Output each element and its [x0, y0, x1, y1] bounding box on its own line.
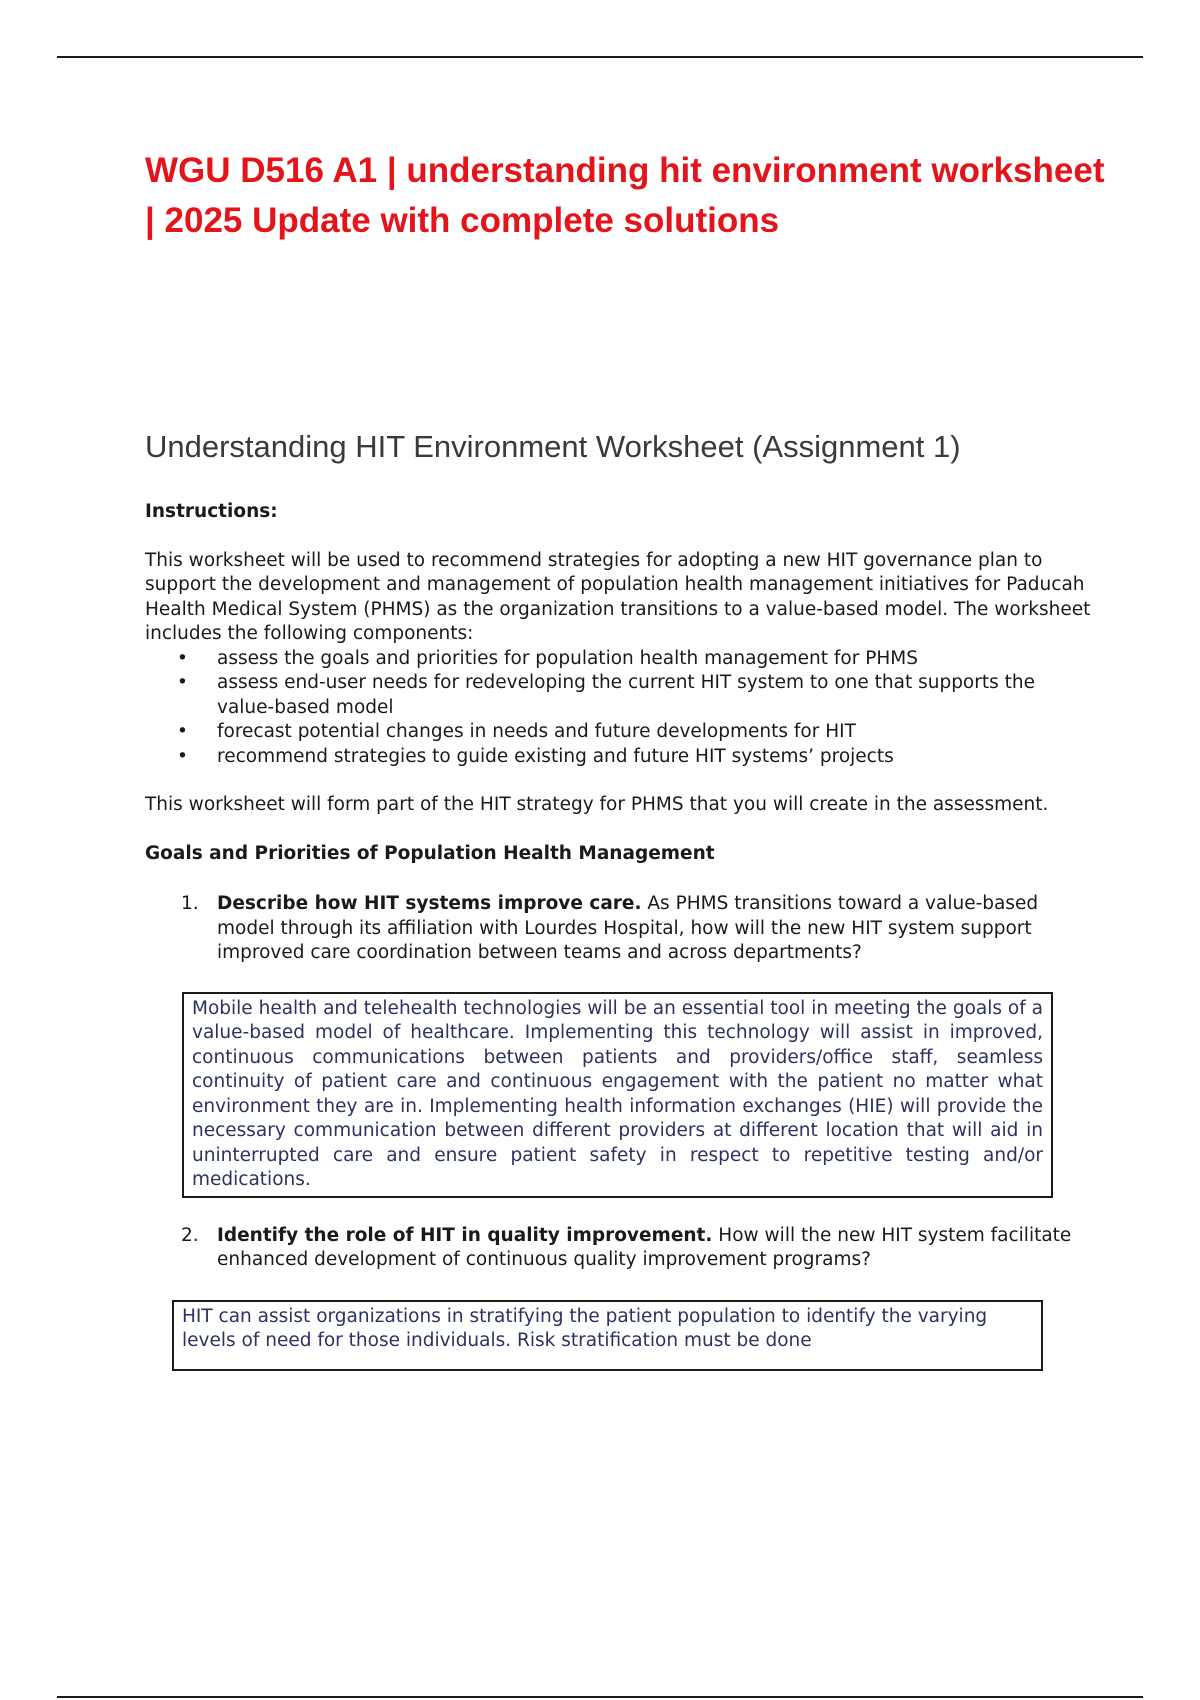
- list-item: • recommend strategies to guide existing and future HIT systems’ projects: [217, 745, 1095, 770]
- section-heading: Goals and Priorities of Population Health Management: [145, 842, 715, 864]
- worksheet-title: Understanding HIT Environment Worksheet (Assignment 1): [145, 429, 961, 464]
- document-title: WGU D516 A1 | understanding hit environment worksheet | 2025 Update with complete solutions: [145, 151, 1105, 240]
- list-item: • assess the goals and priorities for population health management for PHMS: [217, 647, 1095, 672]
- worksheet-content: [145, 500, 1095, 1371]
- answer-box-2[interactable]: HIT can assist organizations in stratifying the patient population to identify the varying levels of need for those individuals. Risk stratification must be done: [172, 1300, 1043, 1371]
- components-list: [145, 647, 1095, 770]
- question-prompt-bold: Identify the role of HIT in quality improvement.: [217, 1224, 713, 1246]
- instructions-label: Instructions:: [145, 501, 278, 522]
- closing-text: This worksheet will form part of the HIT strategy for PHMS that you will create in the assessment.: [145, 794, 1049, 815]
- top-rule: [57, 56, 1143, 58]
- question-number: 1.: [181, 893, 199, 914]
- question-number: 2.: [181, 1224, 199, 1246]
- instructions-body: This worksheet will be used to recommend strategies for adopting a new HIT governance plan to support the development and management of population health management initiatives for Paducah Health Medical System (PHMS) as the organization transitions to a value-based model. The worksheet includes the following components:: [145, 549, 1091, 644]
- question-prompt-bold: Describe how HIT systems improve care.: [217, 893, 642, 914]
- question-1: [145, 892, 1095, 966]
- list-item: • assess end-user needs for redeveloping the current HIT system to one that supports the value-based model: [217, 671, 1095, 720]
- bottom-rule: [57, 1696, 1143, 1698]
- list-item: • forecast potential changes in needs and future developments for HIT: [217, 720, 1095, 745]
- question-2: [145, 1224, 1095, 1273]
- answer-box-1[interactable]: Mobile health and telehealth technologies will be an essential tool in meeting the goals of a value-based model of healthcare. Implementing this technology will assist in improved, continuous communications between patients and providers/office staff, seamless continuity of patient care and continuous engagement with the patient no matter what environment they are in. Implementing health information exchanges (HIE) will provide the necessary communication between different providers at different location that will aid in uninterrupted care and ensure patient safety in respect to repetitive testing and/or medications.: [182, 992, 1053, 1198]
- question-prompt-text: How will the new HIT system facilitate enhanced development of continuous quality improvement programs?: [217, 1224, 1072, 1270]
- question-prompt-text: As PHMS transitions toward a value-based model through its affiliation with Lourdes Hospital, how will the new HIT system support improved care coordination between teams and across departments?: [217, 893, 1039, 963]
